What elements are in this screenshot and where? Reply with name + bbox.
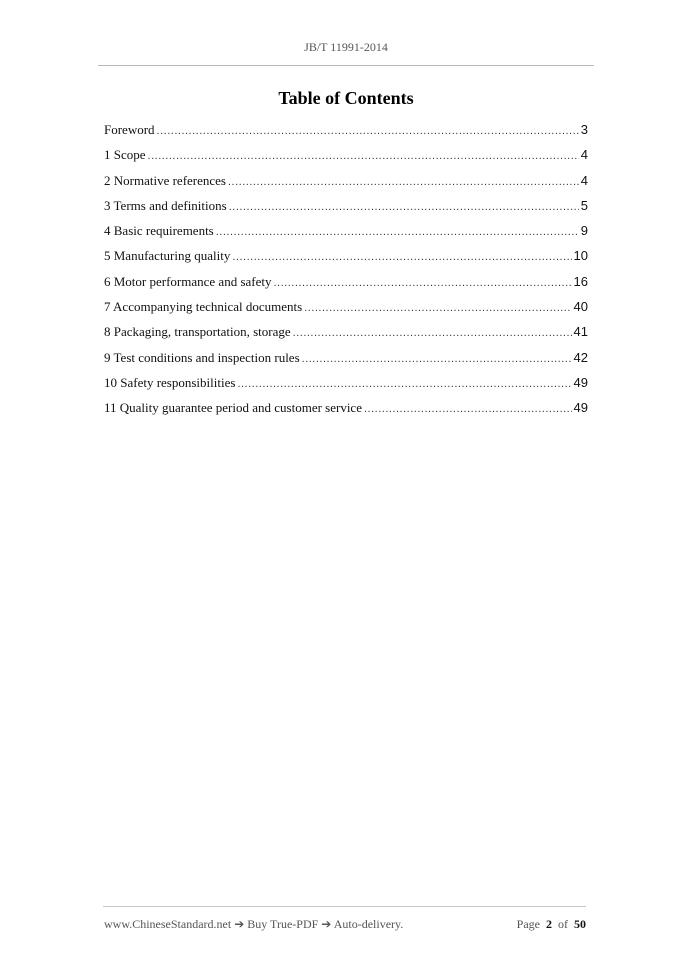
toc-dot-leader [228,176,579,188]
footer-divider [103,906,586,907]
toc-entry-page[interactable]: 9 [580,223,588,239]
site-link[interactable]: www.ChineseStandard.net [104,917,232,931]
toc-entry-page[interactable]: 4 [580,147,588,163]
toc-entry-label[interactable]: 9 Test conditions and inspection rules [104,349,300,365]
toc-entry-label[interactable]: 2 Normative references [104,172,226,188]
toc-entry-safety-responsibilities[interactable] [104,375,588,400]
toc-entry-packaging-transportation-storage[interactable] [104,324,588,349]
toc-entry-page[interactable]: 16 [573,273,588,289]
toc-dot-leader [304,302,571,314]
toc-entry-label[interactable]: 8 Packaging, transportation, storage [104,324,291,340]
toc-entry-label[interactable]: 6 Motor performance and safety [104,273,272,289]
toc-entry-terms-and-definitions[interactable] [104,198,588,223]
toc-entry-label[interactable]: 11 Quality guarantee period and customer service [104,400,362,416]
toc-dot-leader [232,251,571,263]
footer-promo [104,917,403,932]
toc-entry-label[interactable]: 5 Manufacturing quality [104,248,231,264]
toc-dot-leader [229,201,579,213]
toc-entry-normative-references[interactable] [104,173,588,198]
page-total: 50 [574,917,586,931]
toc-entry-label[interactable]: 3 Terms and definitions [104,197,227,213]
toc-entry-label[interactable]: 4 Basic requirements [104,223,214,239]
buy-true-pdf-text: Buy True-PDF [247,917,319,931]
toc-entry-basic-requirements[interactable] [104,223,588,248]
page-current: 2 [546,917,552,931]
toc-entry-manufacturing-quality[interactable] [104,248,588,273]
toc-entry-page[interactable]: 5 [580,197,588,213]
arrow-right-icon: ➔ [234,917,245,931]
page-number [517,917,586,932]
auto-delivery-text: Auto-delivery. [333,917,404,931]
toc-entry-foreword[interactable] [104,122,588,147]
toc-entry-test-conditions-and-inspection-rules[interactable] [104,350,588,375]
table-of-contents [104,122,588,426]
toc-dot-leader [237,378,571,390]
toc-entry-label[interactable]: 1 Scope [104,147,146,163]
toc-entry-page[interactable]: 3 [580,122,588,137]
toc-entry-scope[interactable] [104,147,588,172]
toc-dot-leader [148,150,579,162]
toc-dot-leader [302,353,572,365]
toc-entry-quality-guarantee-period[interactable] [104,400,588,425]
toc-entry-motor-performance-and-safety[interactable] [104,274,588,299]
toc-entry-page[interactable]: 41 [573,324,588,340]
page-of: of [558,917,568,931]
toc-dot-leader [216,226,579,238]
toc-entry-label[interactable]: 10 Safety responsibilities [104,374,236,390]
toc-dot-leader [293,327,572,339]
running-header: JB/T 11991-2014 [304,40,388,54]
toc-entry-page[interactable]: 42 [573,349,588,365]
arrow-right-icon: ➔ [321,917,332,931]
toc-entry-page[interactable]: 4 [580,172,588,188]
toc-entry-page[interactable]: 49 [573,374,588,390]
toc-dot-leader [157,125,579,137]
header-divider [98,65,594,66]
toc-entry-accompanying-technical-documents[interactable] [104,299,588,324]
toc-entry-page[interactable]: 40 [573,299,588,315]
toc-entry-label[interactable]: 7 Accompanying technical documents [104,299,303,315]
toc-entry-page[interactable]: 49 [573,400,588,416]
page-title: Table of Contents [278,88,414,108]
page-label: Page [516,917,540,931]
toc-dot-leader [274,277,572,289]
toc-entry-label[interactable]: Foreword [104,122,155,137]
toc-dot-leader [364,403,572,415]
toc-entry-page[interactable]: 10 [573,248,588,264]
